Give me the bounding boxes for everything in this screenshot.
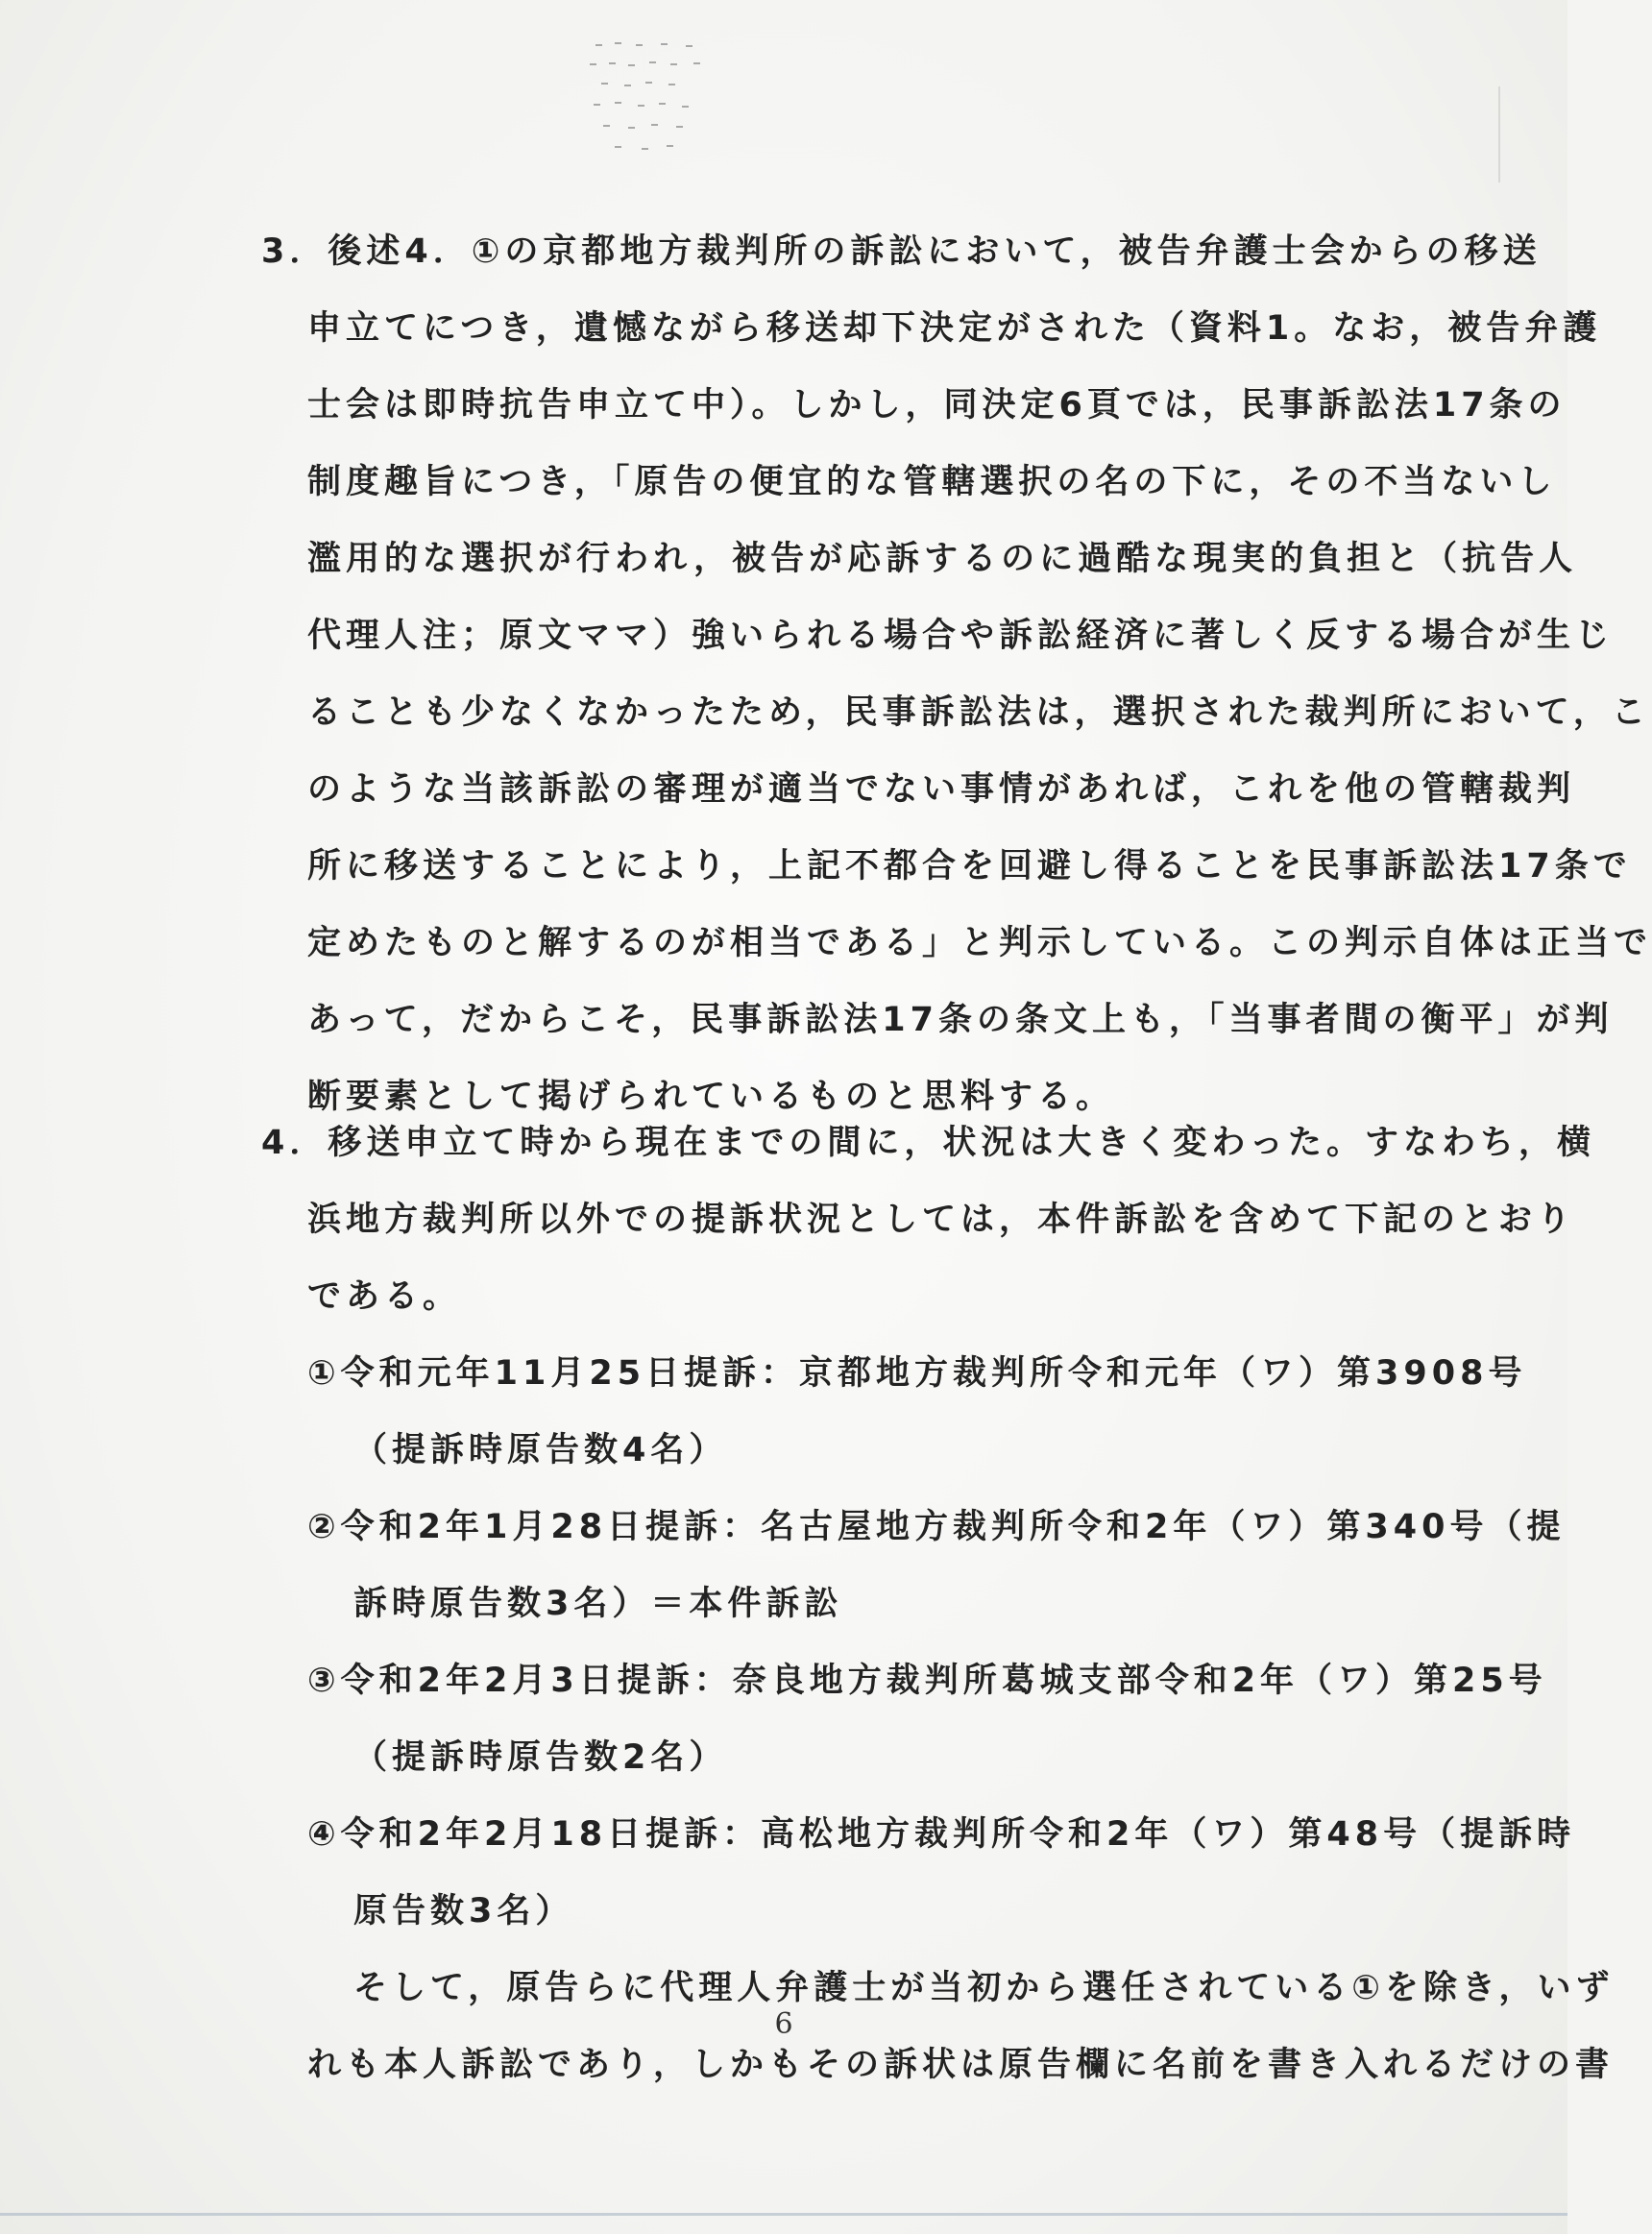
filing-item — [261, 1489, 1566, 1642]
filing-item-line: ③令和2年2月3日提訴：奈良地方裁判所葛城支部令和2年（ワ）第25号 — [307, 1662, 1547, 1700]
scan-bottom-edge — [0, 2213, 1567, 2216]
section-4-closing-line: そして，原告らに代理人弁護士が当初から選任されている①を除き，いず — [353, 1969, 1615, 2007]
filing-list — [261, 1335, 1576, 1950]
page-number: 6 — [774, 2007, 793, 2041]
filing-item-line: （提訴時原告数2名） — [353, 1738, 728, 1777]
section-3-line: 申立てにつき，遺憾ながら移送却下決定がされた（資料1。なお，被告弁護 — [307, 309, 1602, 348]
section-4 — [261, 1105, 1615, 2103]
scan-edge-mark — [1498, 86, 1500, 182]
section-4-intro-line: 浜地方裁判所以外での提訴状況としては，本件訴訟を含めて下記のとおり — [307, 1201, 1576, 1239]
section-3-line: 3．後述4．①の京都地方裁判所の訴訟において，被告弁護士会からの移送 — [261, 232, 1542, 271]
section-3-line: 制度趣旨につき，「原告の便宜的な管轄選択の名の下に，その不当ないし — [307, 463, 1557, 501]
section-3-line: あって，だからこそ，民事訴訟法17条の条文上も，「当事者間の衡平」が判 — [307, 1001, 1614, 1039]
filing-item — [261, 1796, 1576, 1950]
section-3-line: のような当該訴訟の審理が適当でない事情があれば，これを他の管轄裁判 — [307, 770, 1576, 809]
section-3-line: 断要素として掲げられているものと思料する。 — [307, 1078, 1115, 1116]
filing-item-line: ④令和2年2月18日提訴：高松地方裁判所令和2年（ワ）第48号（提訴時 — [307, 1815, 1576, 1854]
section-3-line: 定めたものと解するのが相当である」と判示している。この判示自体は正当で — [307, 924, 1652, 962]
filing-item-line: 原告数3名） — [353, 1892, 574, 1930]
section-4-closing-line: れも本人訴訟であり，しかもその訴状は原告欄に名前を書き入れるだけの書 — [307, 2046, 1615, 2084]
filing-item — [261, 1335, 1527, 1489]
section-3 — [261, 213, 1652, 1135]
filing-item-line: 訴時原告数3名）＝本件訴訟 — [353, 1585, 843, 1623]
section-3-line: 士会は即時抗告申立て中）。しかし，同決定6頁では，民事訴訟法17条の — [307, 386, 1567, 425]
scan-artifact — [586, 38, 759, 173]
section-4-intro-line: である。 — [307, 1277, 462, 1316]
filing-item-line: ②令和2年1月28日提訴：名古屋地方裁判所令和2年（ワ）第340号（提 — [307, 1508, 1566, 1546]
filing-item-line: （提訴時原告数4名） — [353, 1431, 728, 1469]
section-4-intro-line: 4．移送申立て時から現在までの間に，状況は大きく変わった。すなわち，横 — [261, 1124, 1596, 1162]
filing-item-line: ①令和元年11月25日提訴：京都地方裁判所令和元年（ワ）第3908号 — [307, 1354, 1527, 1393]
section-3-line: ることも少なくなかったため，民事訴訟法は，選択された裁判所において，こ — [307, 693, 1650, 732]
section-3-line: 所に移送することにより，上記不都合を回避し得ることを民事訴訟法17条で — [307, 847, 1632, 886]
section-3-line: 代理人注；原文ママ）強いられる場合や訴訟経済に著しく反する場合が生じ — [307, 617, 1615, 655]
section-3-line: 濫用的な選択が行われ，被告が応訴するのに過酷な現実的負担と（抗告人 — [307, 540, 1578, 578]
filing-item — [261, 1642, 1547, 1796]
